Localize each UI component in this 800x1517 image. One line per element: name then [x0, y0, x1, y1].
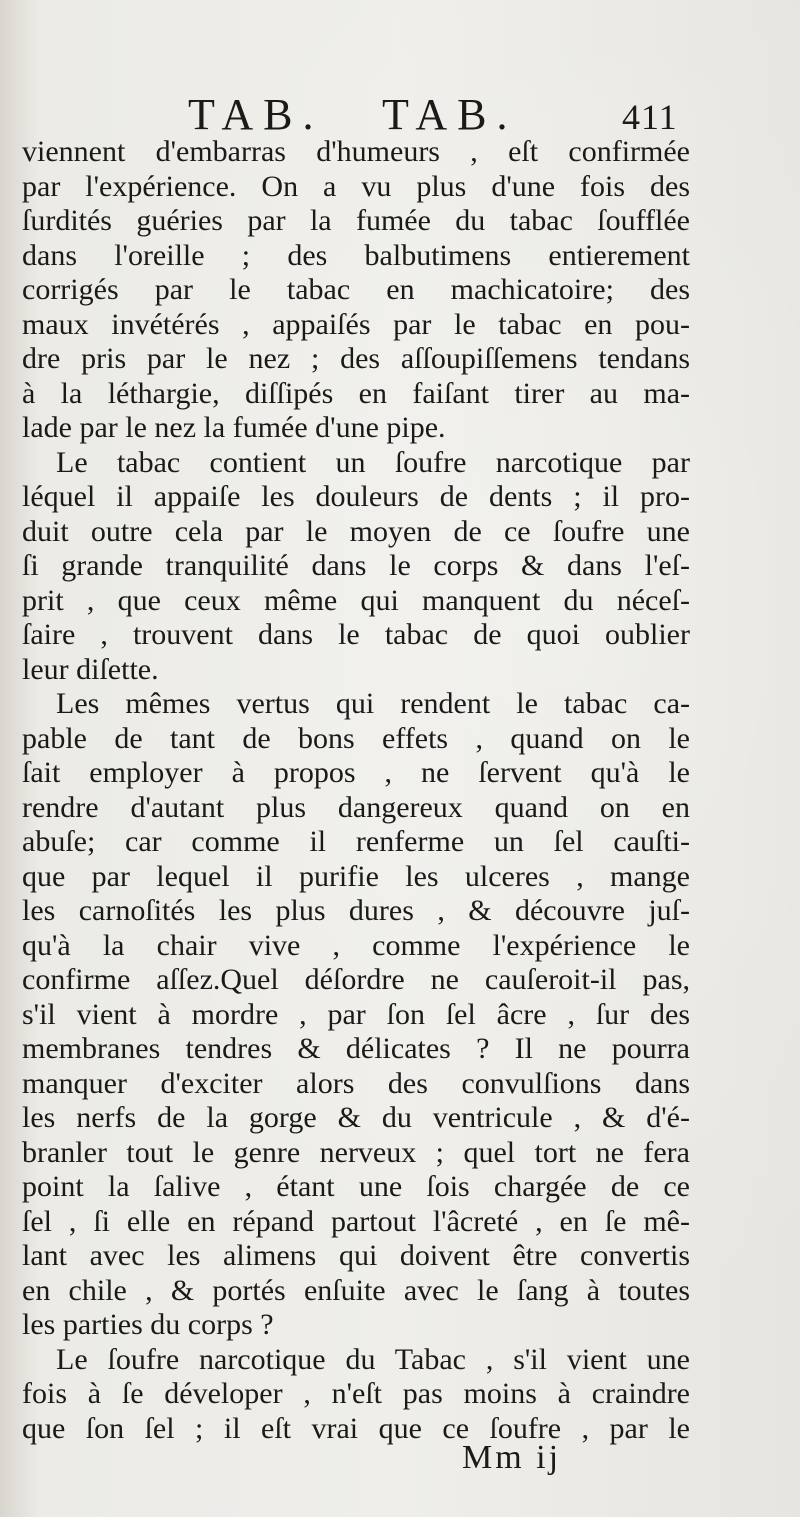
text-line: les parties du corps ?: [22, 1308, 274, 1341]
text-line: les carnoſités les plus dures , & découvre juſ-: [22, 894, 690, 927]
text-line: abuſe; car comme il renferme un ſel cauſti-: [22, 825, 690, 858]
text-line: branler tout le genre nerveux ; quel tort ne fera: [22, 1135, 690, 1169]
text-line: point la ſalive , étant une ſois chargée de ce: [22, 1170, 690, 1203]
text-line: ſurdités guéries par la fumée du tabac ſoufflée: [22, 204, 690, 237]
text-line: ſaire , trouvent dans le tabac de quoi oublier: [22, 618, 690, 651]
text-line: maux invétérés , appaiſés par le tabac en pou-: [22, 307, 690, 341]
text-line: Les mêmes vertus qui rendent le tabac ca-: [56, 687, 690, 720]
text-line: prit , que ceux même qui manquent du néceſ-: [22, 583, 690, 617]
text-line: leur diſette.: [22, 652, 159, 686]
text-line: pable de tant de bons effets , quand on le: [22, 721, 690, 755]
text-line: fois à ſe déveloper , n'eſt pas moins à craindre: [22, 1377, 690, 1410]
text-line: lade par le nez la fumée d'une pipe.: [22, 411, 446, 444]
text-line: léquel il appaiſe les douleurs de dents ; il pro-: [22, 480, 690, 513]
text-line: rendre d'autant plus dangereux quand on en: [22, 790, 690, 824]
text-line: membranes tendres & délicates ? Il ne pourra: [22, 1032, 690, 1065]
page-number: 411: [622, 97, 678, 137]
text-line: en chile , & portés enſuite avec le ſang à toutes: [22, 1273, 690, 1307]
text-line: à la léthargie, diſſipés en faiſant tirer au ma-: [22, 376, 690, 410]
signature-mark: Mm ij: [462, 1439, 562, 1476]
running-head-left: TAB.: [188, 90, 324, 139]
text-line: viennent d'embarras d'humeurs , eſt confirmée: [22, 135, 690, 168]
text-line: ſi grande tranquilité dans le corps & dans l'eſ-: [22, 549, 690, 582]
running-head: [0, 90, 800, 140]
text-line: qu'à la chair vive , comme l'expérience le: [22, 928, 690, 962]
text-line: Le tabac contient un ſoufre narcotique par: [56, 445, 690, 479]
text-line: lant avec les alimens qui doivent être convertis: [22, 1239, 690, 1272]
text-line: dans l'oreille ; des balbutimens entierement: [22, 238, 690, 272]
text-line: confirme aſſez.Quel déſordre ne cauſeroit-il pas,: [22, 963, 690, 996]
text-line: ſait employer à propos , ne ſervent qu'à le: [22, 756, 690, 789]
text-line: par l'expérience. On a vu plus d'une fois des: [22, 169, 690, 203]
text-line: manquer d'exciter alors des convulſions dans: [22, 1066, 690, 1100]
text-line: ſel , ſi elle en répand partout l'âcreté , en ſe mê-: [22, 1204, 690, 1238]
body-text: [22, 135, 690, 1446]
text-line: corrigés par le tabac en machicatoire; des: [22, 273, 690, 306]
running-head-center: TAB.: [382, 90, 518, 139]
text-line: duit outre cela par le moyen de ce ſoufre une: [22, 514, 690, 548]
text-line: s'il vient à mordre , par ſon ſel âcre , ſur des: [22, 997, 690, 1031]
text-line: Le ſoufre narcotique du Tabac , s'il vient une: [56, 1342, 690, 1376]
text-line: que ſon ſel ; il eſt vrai que ce ſoufre , par le: [22, 1411, 690, 1445]
text-line: que par lequel il purifie les ulceres , mange: [22, 859, 690, 893]
text-line: dre pris par le nez ; des aſſoupiſſemens tendans: [22, 342, 690, 375]
text-line: les nerfs de la gorge & du ventricule , & d'é-: [22, 1101, 690, 1134]
